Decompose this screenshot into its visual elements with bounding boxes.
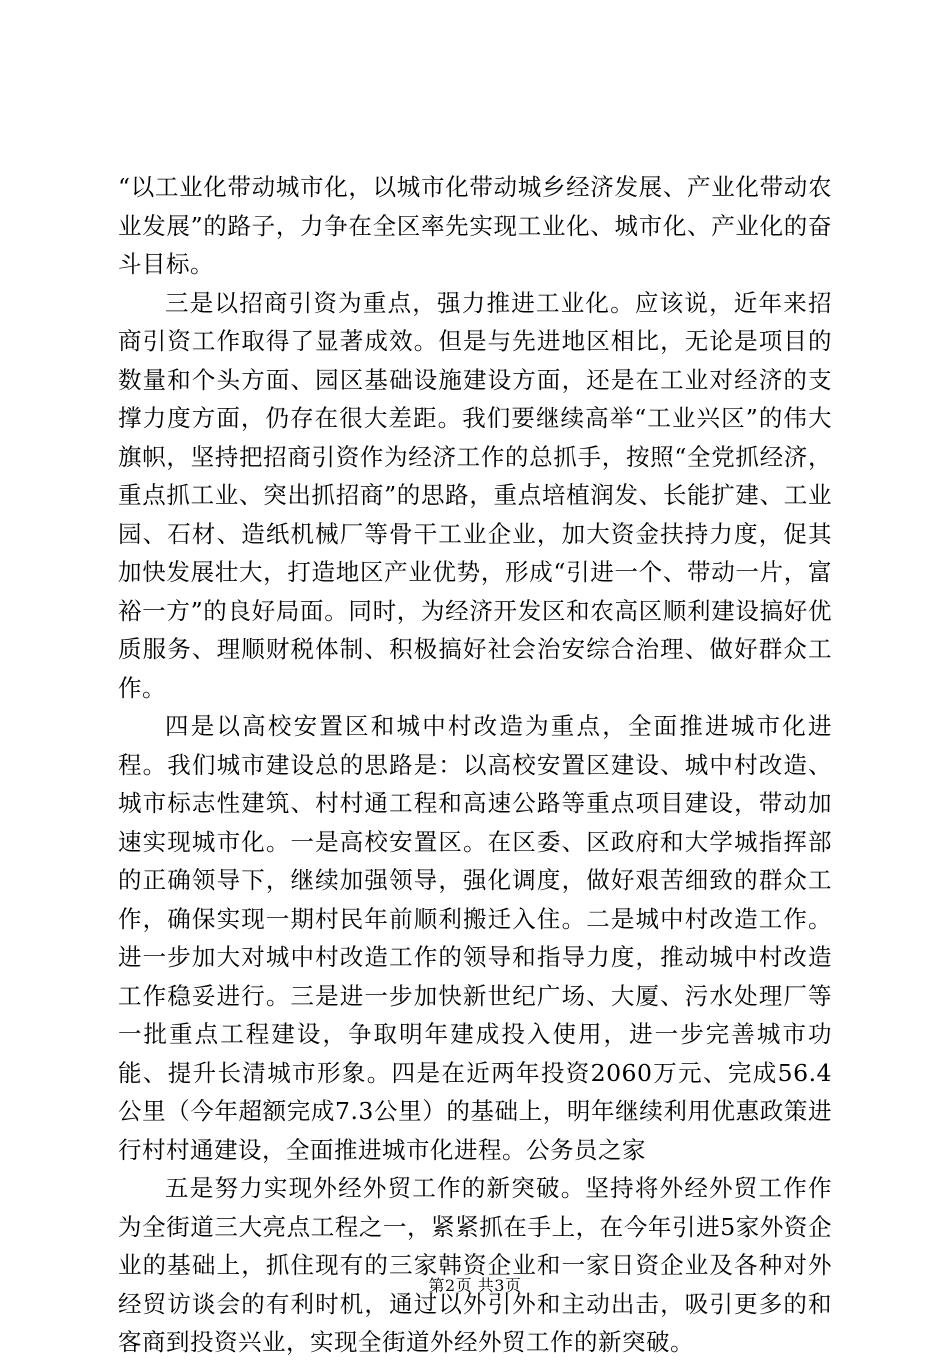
paragraph-investment: 三是以招商引资为重点，强力推进工业化。应该说，近年来招商引资工作取得了显著成效。但是与先进地区相比，无论是项目的数量和个头方面、园区基础设施建设方面，还是在工业对经济的支撑力度方面，仍存在很大差距。我们要继续高举“工业兴区”的伟大旗帜，坚持把招商引资作为经济工作的总抓手，按照“全党抓经济，重点抓工业、突出抓招商”的思路，重点培植润发、长能扩建、工业园、石材、造纸机械厂等骨干工业企业，加大资金扶持力度，促其加快发展壮大，打造地区产业优势，形成“引进一个、带动一片，富裕一方”的良好局面。同时，为经济开发区和农高区顺利建设搞好优质服务、理顺财税体制、积极搞好社会治安综合治理、做好群众工作。 — [118, 288, 832, 702]
document-body — [118, 168, 832, 1362]
paragraph-urbanization: 四是以高校安置区和城中村改造为重点，全面推进城市化进程。我们城市建设总的思路是：以高校安置区建设、城中村改造、城市标志性建筑、村村通工程和高速公路等重点项目建设，带动加速实现城市化。一是高校安置区。在区委、区政府和大学城指挥部的正确领导下，继续加强领导，强化调度，做好艰苦细致的群众工作，确保实现一期村民年前顺利搬迁入住。二是城中村改造工作。进一步加大对城中村改造工作的领导和指导力度，推动城中村改造工作稳妥进行。三是进一步加快新世纪广场、大厦、污水处理厂等一批重点工程建设，争取明年建成投入使用，进一步完善城市功能、提升长清城市形象。四是在近两年投资2060万元、完成56.4公里（今年超额完成7.3公里）的基础上，明年继续利用优惠政策进行村村通建设，全面推进城市化进程。公务员之家 — [118, 712, 832, 1164]
paragraph-continuation: “以工业化带动城市化，以城市化带动城乡经济发展、产业化带动农业发展”的路子，力争在全区率先实现工业化、城市化、产业化的奋斗目标。 — [118, 173, 832, 278]
page-number-footer: 第2页 共3页 — [428, 1276, 522, 1295]
paragraph-foreign-trade: 五是努力实现外经外贸工作的新突破。坚持将外经外贸工作作为全街道三大亮点工程之一，紧紧抓在手上，在今年引进5家外资企业的基础上，抓住现有的三家韩资企业和一家日资企业及各种对外经贸访谈会的有利时机，通过以外引外和主动出击，吸引更多的和客商到投资兴业，实现全街道外经外贸工作的新突破。 — [118, 1174, 832, 1356]
